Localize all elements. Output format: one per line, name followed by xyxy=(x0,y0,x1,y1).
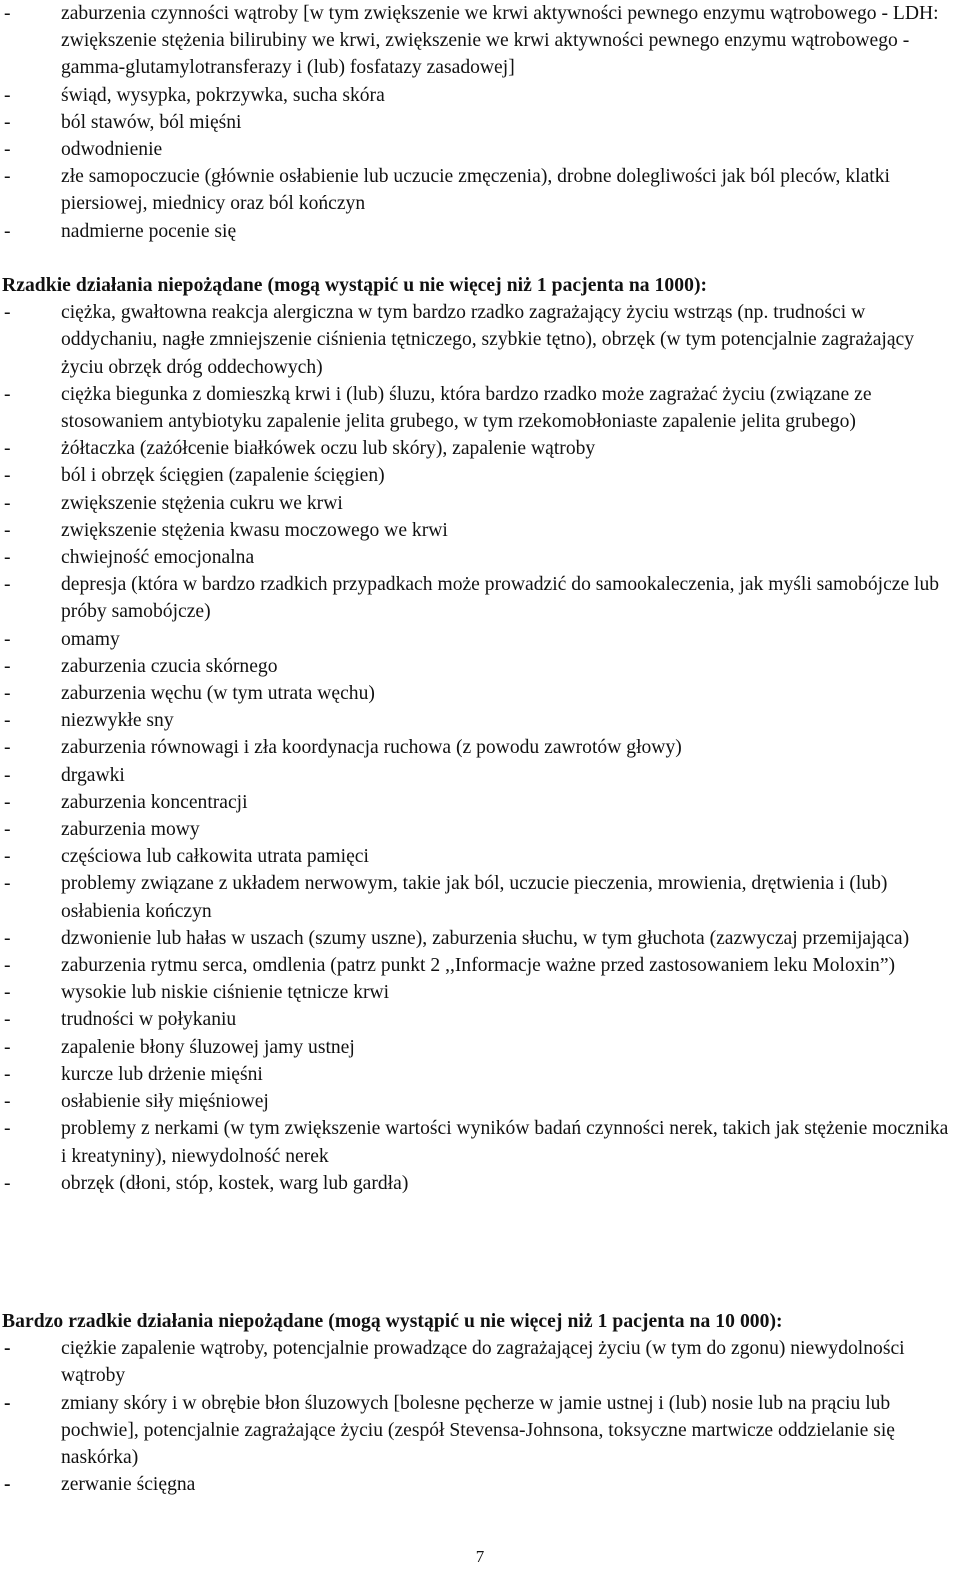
bullet-dash: - xyxy=(4,3,11,24)
bullet-dash: - xyxy=(4,1009,11,1031)
common-effects-list xyxy=(0,0,960,245)
list-item-text: problemy z nerkami (w tym zwiększenie wartości wyników badań czynności nerek, takich jak stężenie mocznika i kreatyniny), niewydolność nerek xyxy=(61,1118,949,1167)
bullet-dash: - xyxy=(4,492,11,514)
list-item-text: zaburzenia koncentracji xyxy=(61,791,248,813)
list-item xyxy=(0,680,960,707)
bullet-dash: - xyxy=(4,111,11,133)
bullet-dash: - xyxy=(4,84,11,106)
bullet-dash: - xyxy=(4,628,11,650)
list-item xyxy=(0,1034,960,1061)
list-item-text: zerwanie ścięgna xyxy=(61,1474,196,1496)
list-item xyxy=(0,762,960,789)
list-item xyxy=(0,571,960,625)
list-item xyxy=(0,1170,960,1197)
page-number: 7 xyxy=(475,1547,485,1566)
list-item xyxy=(0,952,960,979)
list-item xyxy=(0,163,960,217)
list-item-text: ciężkie zapalenie wątroby, potencjalnie prowadzące do zagrażającej życiu (w tym do zgonu) niewydolności wątroby xyxy=(61,1338,905,1387)
list-item xyxy=(0,435,960,462)
bullet-dash: - xyxy=(4,737,11,759)
list-item-text: chwiejność emocjonalna xyxy=(61,547,255,569)
list-item xyxy=(0,1006,960,1033)
bullet-dash: - xyxy=(4,1063,11,1085)
list-item-text: ból stawów, ból mięśni xyxy=(61,111,242,133)
bullet-dash: - xyxy=(4,927,11,949)
bullet-dash: - xyxy=(4,1172,11,1194)
list-item xyxy=(0,1061,960,1088)
very-rare-effects-section xyxy=(0,1308,960,1498)
bullet-dash: - xyxy=(4,846,11,868)
list-item xyxy=(0,1088,960,1115)
list-item xyxy=(0,544,960,571)
list-item xyxy=(0,979,960,1006)
list-item xyxy=(0,1335,960,1389)
list-item-text: zaburzenia równowagi i zła koordynacja ruchowa (z powodu zawrotów głowy) xyxy=(61,737,682,759)
list-item xyxy=(0,707,960,734)
list-item-text: zmiany skóry i w obrębie błon śluzowych [bolesne pęcherze w jamie ustnej i (lub) nosie lub na prąciu lub pochwie], potencjalnie zagrażające życiu (zespół Stevensa-Johnsona, toksyczne martwicze oddzielanie się naskórka) xyxy=(61,1392,895,1469)
list-item xyxy=(0,734,960,761)
list-item xyxy=(0,653,960,680)
list-item-text: ciężka biegunka z domieszką krwi i (lub) śluzu, która bardzo rzadko może zagrażać życiu (związane ze stosowaniem antybiotyku zapalenie jelita grubego, w tym rzekomobłoniaste zapalenie jelita grubego) xyxy=(61,383,872,433)
bullet-dash: - xyxy=(4,166,11,188)
bullet-dash: - xyxy=(4,710,11,732)
list-item xyxy=(0,816,960,843)
list-item xyxy=(0,626,960,653)
list-item xyxy=(0,1471,960,1498)
bullet-dash: - xyxy=(4,955,11,977)
rare-effects-section xyxy=(0,272,960,1197)
list-item xyxy=(0,136,960,163)
bullet-dash: - xyxy=(4,1392,11,1414)
list-item-text: nadmierne pocenie się xyxy=(61,220,237,242)
list-item xyxy=(0,462,960,489)
rare-effects-heading: Rzadkie działania niepożądane (mogą wystąpić u nie więcej niż 1 pacjenta na 1000): xyxy=(2,275,708,296)
bullet-dash: - xyxy=(4,791,11,813)
list-item xyxy=(0,381,960,435)
list-item-text: zaburzenia czynności wątroby [w tym zwiększenie we krwi aktywności pewnego enzymu wątrobowego - LDH: zwiększenie stężenia bilirubiny we krwi, zwiększenie we krwi aktywności pewnego enzymu wątrobowego - gamma-glutamylotransferazy i (lub) fosfatazy zasadowej] xyxy=(61,3,939,79)
bullet-dash: - xyxy=(4,1338,11,1360)
bullet-dash: - xyxy=(4,1036,11,1058)
list-item-text: złe samopoczucie (głównie osłabienie lub uczucie zmęczenia), drobne dolegliwości jak ból pleców, klatki piersiowej, miednicy oraz ból kończyn xyxy=(61,166,890,215)
list-item-text: ciężka, gwałtowna reakcja alergiczna w tym bardzo rzadko zagrażający życiu wstrząs (np. trudności w oddychaniu, nagłe zmniejszenie ciśnienia tętniczego, szybkie tętno), obrzęk (w tym potencjalnie zagrażający życiu obrzęk dróg oddechowych) xyxy=(61,302,915,378)
bullet-dash: - xyxy=(4,465,11,487)
bullet-dash: - xyxy=(4,574,11,596)
bullet-dash: - xyxy=(4,655,11,677)
bullet-dash: - xyxy=(4,383,11,405)
bullet-dash: - xyxy=(4,302,11,324)
list-item-text: depresja (która w bardzo rzadkich przypadkach może prowadzić do samookaleczenia, jak myśli samobójcze lub próby samobójcze) xyxy=(61,574,940,623)
list-item xyxy=(0,109,960,136)
bullet-dash: - xyxy=(4,1118,11,1140)
list-item-text: ból i obrzęk ścięgien (zapalenie ścięgien) xyxy=(61,465,385,487)
list-item-text: zaburzenia czucia skórnego xyxy=(61,655,278,677)
list-item xyxy=(0,1115,960,1169)
list-item xyxy=(0,870,960,924)
bullet-dash: - xyxy=(4,982,11,1004)
bullet-dash: - xyxy=(4,764,11,786)
list-item xyxy=(0,789,960,816)
list-item xyxy=(0,1390,960,1472)
bullet-dash: - xyxy=(4,519,11,541)
bullet-dash: - xyxy=(4,873,11,895)
list-item-text: omamy xyxy=(61,628,120,650)
list-item xyxy=(0,0,960,82)
list-item-text: obrzęk (dłoni, stóp, kostek, warg lub gardła) xyxy=(61,1172,409,1194)
list-item xyxy=(0,490,960,517)
list-item xyxy=(0,925,960,952)
bullet-dash: - xyxy=(4,683,11,705)
bullet-dash: - xyxy=(4,547,11,569)
list-item-text: drgawki xyxy=(61,764,125,786)
list-item xyxy=(0,82,960,109)
list-item-text: zaburzenia węchu (w tym utrata węchu) xyxy=(61,683,375,705)
list-item-text: wysokie lub niskie ciśnienie tętnicze krwi xyxy=(61,982,390,1004)
bullet-dash: - xyxy=(4,438,11,460)
very-rare-effects-heading: Bardzo rzadkie działania niepożądane (mogą wystąpić u nie więcej niż 1 pacjenta na 10 000): xyxy=(2,1311,783,1332)
list-item-text: kurcze lub drżenie mięśni xyxy=(61,1063,263,1085)
bullet-dash: - xyxy=(4,1091,11,1113)
list-item-text: problemy związane z układem nerwowym, takie jak ból, uczucie pieczenia, mrowienia, drętwienia i (lub) osłabienia kończyn xyxy=(61,873,888,922)
list-item-text: zwiększenie stężenia kwasu moczowego we krwi xyxy=(61,519,448,541)
list-item-text: zaburzenia mowy xyxy=(61,819,200,841)
list-item-text: częściowa lub całkowita utrata pamięci xyxy=(61,846,369,868)
bullet-dash: - xyxy=(4,819,11,841)
bullet-dash: - xyxy=(4,220,11,242)
list-item xyxy=(0,843,960,870)
list-item-text: świąd, wysypka, pokrzywka, sucha skóra xyxy=(61,84,385,106)
list-item-text: zapalenie błony śluzowej jamy ustnej xyxy=(61,1036,355,1058)
list-item-text: żółtaczka (zażółcenie białkówek oczu lub skóry), zapalenie wątroby xyxy=(61,438,596,460)
list-item xyxy=(0,299,960,381)
list-item-text: trudności w połykaniu xyxy=(61,1009,237,1031)
list-item-text: osłabienie siły mięśniowej xyxy=(61,1091,269,1113)
list-item xyxy=(0,517,960,544)
list-item-text: zwiększenie stężenia cukru we krwi xyxy=(61,492,343,514)
bullet-dash: - xyxy=(4,139,11,161)
list-item-text: niezwykłe sny xyxy=(61,710,174,732)
list-item xyxy=(0,218,960,245)
list-item-text: zaburzenia rytmu serca, omdlenia (patrz punkt 2 ,,Informacje ważne przed zastosowaniem leku Moloxin”) xyxy=(61,955,896,977)
list-item-text: odwodnienie xyxy=(61,139,163,161)
list-item-text: dzwonienie lub hałas w uszach (szumy uszne), zaburzenia słuchu, w tym głuchota (zazwyczaj przemijająca) xyxy=(61,927,910,949)
bullet-dash: - xyxy=(4,1474,11,1496)
